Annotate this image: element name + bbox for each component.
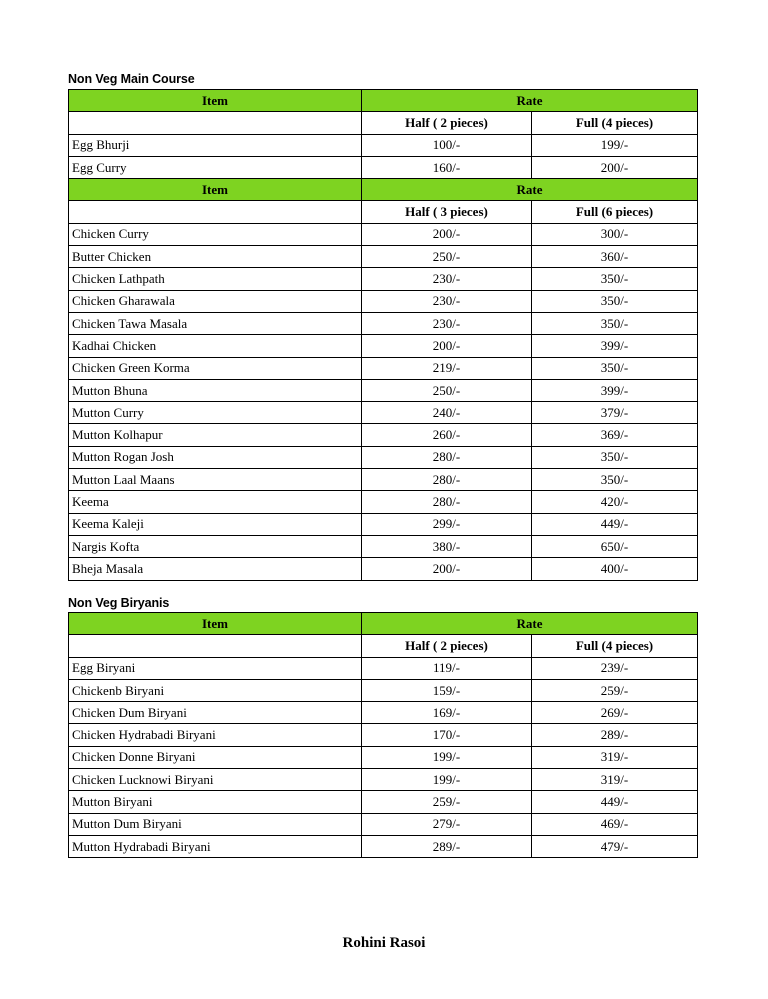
table-row	[69, 657, 698, 679]
full-price: 350/-	[532, 290, 698, 312]
table-row	[69, 446, 698, 468]
item-name: Mutton Dum Biryani	[69, 813, 362, 835]
full-price: 239/-	[532, 657, 698, 679]
item-name: Chicken Gharawala	[69, 290, 362, 312]
item-name: Mutton Laal Maans	[69, 469, 362, 491]
full-price: 350/-	[532, 469, 698, 491]
full-price: 400/-	[532, 558, 698, 580]
half-price: 100/-	[362, 134, 532, 156]
half-price: 200/-	[362, 223, 532, 245]
full-price: 319/-	[532, 746, 698, 768]
half-price: 200/-	[362, 558, 532, 580]
table-row	[69, 379, 698, 401]
item-name: Chicken Donne Biryani	[69, 746, 362, 768]
table-row	[69, 290, 698, 312]
half-price: 230/-	[362, 268, 532, 290]
half-price: 119/-	[362, 657, 532, 679]
full-price: 350/-	[532, 446, 698, 468]
item-name: Mutton Kolhapur	[69, 424, 362, 446]
half-price: 169/-	[362, 702, 532, 724]
half-price: 380/-	[362, 535, 532, 557]
full-price: 399/-	[532, 335, 698, 357]
half-price: 200/-	[362, 335, 532, 357]
full-price: 350/-	[532, 268, 698, 290]
half-price: 159/-	[362, 679, 532, 701]
full-price: 449/-	[532, 791, 698, 813]
item-name: Egg Bhurji	[69, 134, 362, 156]
biryanis-table	[68, 612, 698, 858]
item-name: Mutton Rogan Josh	[69, 446, 362, 468]
half-price: 289/-	[362, 835, 532, 857]
item-name: Mutton Curry	[69, 402, 362, 424]
half-price: 219/-	[362, 357, 532, 379]
half-portion-label: Half ( 2 pieces)	[362, 635, 532, 657]
half-price: 199/-	[362, 769, 532, 791]
table-row	[69, 535, 698, 557]
full-price: 449/-	[532, 513, 698, 535]
empty-cell	[69, 201, 362, 223]
full-price: 259/-	[532, 679, 698, 701]
full-portion-label: Full (6 pieces)	[532, 201, 698, 223]
table-row	[69, 223, 698, 245]
full-price: 289/-	[532, 724, 698, 746]
table-row	[69, 134, 698, 156]
item-name: Keema Kaleji	[69, 513, 362, 535]
item-name: Nargis Kofta	[69, 535, 362, 557]
biryanis-title: Non Veg Biryanis	[68, 596, 170, 610]
table-row	[69, 491, 698, 513]
restaurant-name-footer: Rohini Rasoi	[342, 935, 426, 951]
table-row	[69, 813, 698, 835]
empty-cell	[69, 635, 362, 657]
half-portion-label: Half ( 3 pieces)	[362, 201, 532, 223]
table-row	[69, 312, 698, 334]
table-row	[69, 246, 698, 268]
full-portion-label: Full (4 pieces)	[532, 635, 698, 657]
full-price: 420/-	[532, 491, 698, 513]
half-price: 299/-	[362, 513, 532, 535]
half-price: 280/-	[362, 446, 532, 468]
table-row	[69, 156, 698, 178]
full-price: 379/-	[532, 402, 698, 424]
item-name: Chicken Hydrabadi Biryani	[69, 724, 362, 746]
item-name: Chicken Lathpath	[69, 268, 362, 290]
full-price: 469/-	[532, 813, 698, 835]
item-name: Chicken Curry	[69, 223, 362, 245]
table-row	[69, 402, 698, 424]
portion-subheader-row	[69, 112, 698, 134]
main-course-title: Non Veg Main Course	[68, 72, 195, 86]
table-row	[69, 357, 698, 379]
item-name: Chicken Tawa Masala	[69, 312, 362, 334]
full-price: 650/-	[532, 535, 698, 557]
full-price: 269/-	[532, 702, 698, 724]
rate-header: Rate	[362, 613, 698, 635]
table-row	[69, 746, 698, 768]
half-price: 230/-	[362, 290, 532, 312]
table-row	[69, 769, 698, 791]
table-row	[69, 469, 698, 491]
half-price: 250/-	[362, 379, 532, 401]
item-name: Keema	[69, 491, 362, 513]
full-price: 199/-	[532, 134, 698, 156]
item-name: Mutton Biryani	[69, 791, 362, 813]
half-price: 280/-	[362, 469, 532, 491]
item-name: Chicken Lucknowi Biryani	[69, 769, 362, 791]
table-header-row	[69, 90, 698, 112]
full-portion-label: Full (4 pieces)	[532, 112, 698, 134]
half-price: 240/-	[362, 402, 532, 424]
table-row	[69, 558, 698, 580]
half-price: 160/-	[362, 156, 532, 178]
full-price: 479/-	[532, 835, 698, 857]
table-row	[69, 513, 698, 535]
item-name: Butter Chicken	[69, 246, 362, 268]
table-row	[69, 791, 698, 813]
half-price: 230/-	[362, 312, 532, 334]
half-price: 259/-	[362, 791, 532, 813]
table-header-row	[69, 179, 698, 201]
half-price: 250/-	[362, 246, 532, 268]
half-price: 260/-	[362, 424, 532, 446]
half-portion-label: Half ( 2 pieces)	[362, 112, 532, 134]
table-row	[69, 724, 698, 746]
rate-header: Rate	[362, 90, 698, 112]
full-price: 360/-	[532, 246, 698, 268]
half-price: 280/-	[362, 491, 532, 513]
full-price: 350/-	[532, 357, 698, 379]
item-header: Item	[69, 90, 362, 112]
item-name: Mutton Bhuna	[69, 379, 362, 401]
half-price: 170/-	[362, 724, 532, 746]
item-name: Kadhai Chicken	[69, 335, 362, 357]
rate-header: Rate	[362, 179, 698, 201]
item-header: Item	[69, 179, 362, 201]
item-name: Mutton Hydrabadi Biryani	[69, 835, 362, 857]
item-name: Egg Curry	[69, 156, 362, 178]
half-price: 279/-	[362, 813, 532, 835]
empty-cell	[69, 112, 362, 134]
full-price: 350/-	[532, 312, 698, 334]
item-name: Egg Biryani	[69, 657, 362, 679]
table-header-row	[69, 613, 698, 635]
table-row	[69, 679, 698, 701]
table-row	[69, 335, 698, 357]
portion-subheader-row	[69, 201, 698, 223]
main-course-table	[68, 89, 698, 581]
full-price: 319/-	[532, 769, 698, 791]
full-price: 300/-	[532, 223, 698, 245]
full-price: 200/-	[532, 156, 698, 178]
table-row	[69, 835, 698, 857]
item-name: Chicken Green Korma	[69, 357, 362, 379]
item-name: Bheja Masala	[69, 558, 362, 580]
full-price: 369/-	[532, 424, 698, 446]
full-price: 399/-	[532, 379, 698, 401]
item-name: Chickenb Biryani	[69, 679, 362, 701]
item-name: Chicken Dum Biryani	[69, 702, 362, 724]
item-header: Item	[69, 613, 362, 635]
table-row	[69, 702, 698, 724]
table-row	[69, 268, 698, 290]
table-row	[69, 424, 698, 446]
half-price: 199/-	[362, 746, 532, 768]
portion-subheader-row	[69, 635, 698, 657]
